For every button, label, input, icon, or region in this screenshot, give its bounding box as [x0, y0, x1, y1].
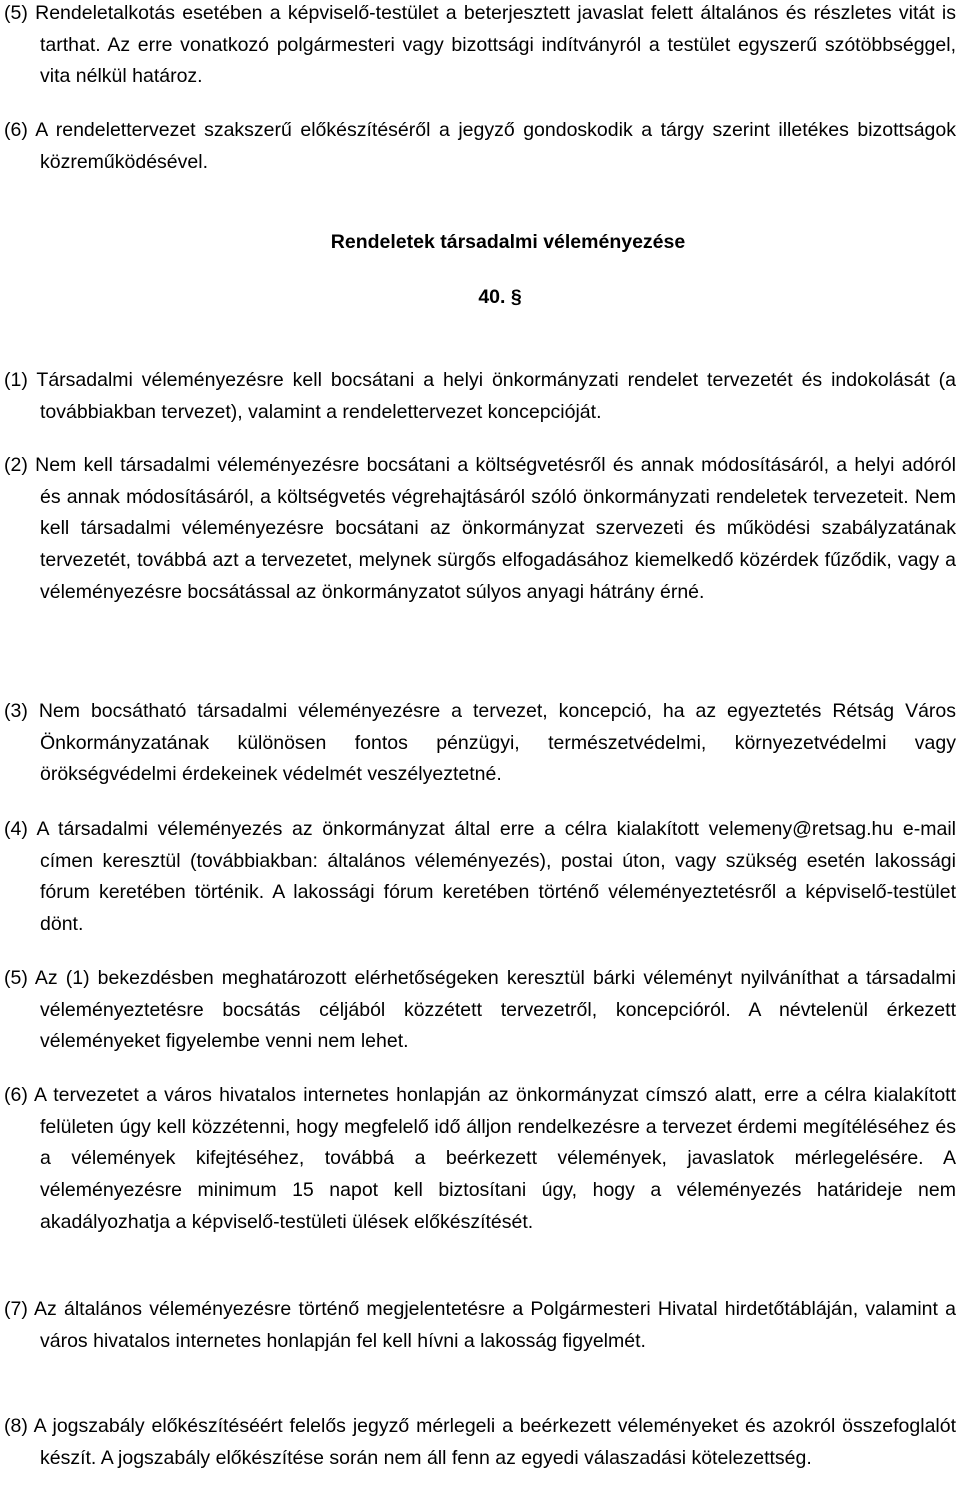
paragraph-number: (3) [4, 700, 28, 722]
paragraph-number: (7) [4, 1298, 28, 1320]
section-number: 40. § [478, 286, 522, 308]
paragraph-number: (4) [4, 818, 28, 840]
paragraph-number: (1) [4, 369, 28, 391]
paragraph-6 [4, 1080, 956, 1239]
paragraph-number: (5) [4, 2, 28, 24]
paragraph-3 [4, 696, 956, 791]
paragraph-text: Az általános véleményezésre történő megjelentetésre a Polgármesteri Hivatal hirdetőtábláján, valamint a város hivatalos internetes honlapján fel kell hívni a lakosság figyelmét. [34, 1298, 957, 1352]
paragraph-text: Nem kell társadalmi véleményezésre bocsátani a költségvetésről és annak módosításáról, a helyi adóról és annak módosításáról, a költségvetés végrehajtásáról szóló önkormányzati rendeletek tervezeteit. Nem kell társadalmi véleményezésre bocsátani az önkormányzat szervezeti és működési szabályzatának tervezetét, továbbá azt a tervezetet, melynek sürgős elfogadásához kiemelkedő közérdek fűződik, vagy a véleményezésre bocsátással az önkormányzatot súlyos anyagi hátrány érné. [35, 454, 956, 603]
paragraph-text: A rendelettervezet szakszerű előkészítéséről a jegyző gondoskodik a tárgy szerint illetékes bizottságok közreműködésével. [35, 119, 957, 173]
paragraph-number: (8) [4, 1415, 28, 1437]
paragraph-number: (5) [4, 967, 28, 989]
paragraph-number: (6) [4, 119, 28, 141]
section-title: Rendeletek társadalmi véleményezése [330, 231, 686, 253]
paragraph-number: (2) [4, 454, 28, 476]
paragraph-before-5 [4, 0, 956, 93]
paragraph-text: Rendeletalkotás esetében a képviselő-testület a beterjesztett javaslat felett általános és részletes vitát is tarthat. Az erre vonatkozó polgármesteri vagy bizottsági indítványról a testület egyszerű szótöbbséggel, vita nélkül határoz. [35, 2, 956, 88]
paragraph-text: A társadalmi véleményezés az önkormányzat által erre a célra kialakított velemeny@retsag.hu e-mail címen keresztül (továbbiakban: általános véleményezés), postai úton, vagy szükség esetén lakossági fórum keretében történik. A lakossági fórum keretében történő véleményeztetésről a képviselő-testület dönt. [36, 818, 956, 936]
paragraph-text: Nem bocsátható társadalmi véleményezésre a tervezet, koncepció, ha az egyeztetés Rétság Város Önkormányzatának különösen fontos pénzügyi, természetvédelmi, környezetvédelmi vagy örökségvédelmi érdekeinek védelmét veszélyeztetné. [38, 700, 957, 786]
paragraph-4 [4, 814, 956, 941]
paragraph-number: (6) [4, 1084, 28, 1106]
paragraph-text: Az (1) bekezdésben meghatározott elérhetőségeken keresztül bárki véleményt nyilváníthat a társadalmi véleményeztetésre bocsátás céljából közzétett tervezetről, koncepcióról. A névtelenül érkezett véleményeket figyelembe venni nem lehet. [34, 967, 956, 1053]
paragraph-text: A jogszabály előkészítéséért felelős jegyző mérlegeli a beérkezett véleményeket és azokról összefoglalót készít. A jogszabály előkészítése során nem áll fenn az egyedi válaszadási kötelezettség. [33, 1415, 957, 1469]
paragraph-before-6 [4, 115, 956, 178]
paragraph-text: Társadalmi véleményezésre kell bocsátani a helyi önkormányzati rendelet tervezetét és indokolását (a továbbiakban tervezet), valamint a rendelettervezet koncepcióját. [36, 369, 956, 423]
paragraph-1 [4, 365, 956, 428]
paragraph-7 [4, 1294, 956, 1357]
paragraph-text: A tervezetet a város hivatalos internetes honlapján az önkormányzat címszó alatt, erre a célra kialakított felületen úgy kell közzétenni, hogy megfelelő idő álljon rendelkezésre a tervezet érdemi megítéléséhez és a vélemények kifejtéséhez, továbbá a beérkezett vélemények, javaslatok mérlegelésére. A véleményezésre minimum 15 napot kell biztosítani úgy, hogy a véleményezés határideje nem akadályozhatja a képviselő-testületi ülések előkészítését. [34, 1084, 956, 1233]
paragraph-8 [4, 1411, 956, 1474]
paragraph-2 [4, 450, 956, 609]
paragraph-5 [4, 963, 956, 1058]
